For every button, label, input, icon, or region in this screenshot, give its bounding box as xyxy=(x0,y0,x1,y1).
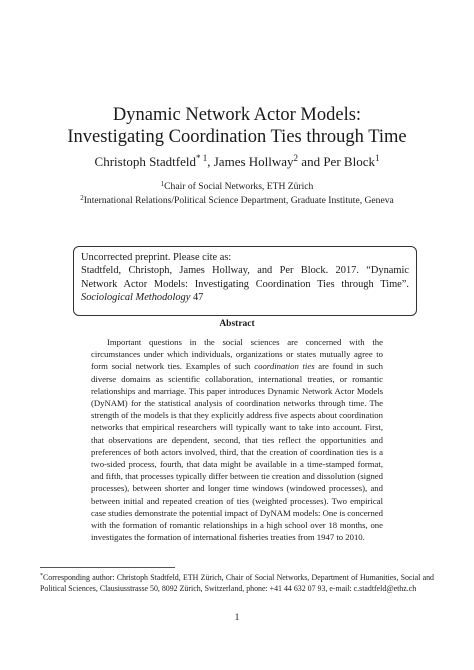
author-marker: 1 xyxy=(374,153,380,163)
affiliation-marker: 2 xyxy=(80,194,84,202)
citation-text: Stadtfeld, Christoph, James Hollway, and Per Block. 2017. “Dynamic Network Actor Models: Investigating Coordination Ties through Time”. xyxy=(81,265,409,290)
affiliation-marker: 1 xyxy=(160,180,165,188)
author-separator: and xyxy=(298,154,324,169)
abstract-emphasis: coordination ties xyxy=(254,361,315,372)
preprint-notice-box xyxy=(73,246,417,316)
journal-volume: 47 xyxy=(190,292,204,304)
footnote xyxy=(40,572,434,595)
paper-title xyxy=(40,104,434,148)
author-marker: * 1 xyxy=(196,153,208,163)
abstract-body xyxy=(91,336,383,543)
title-line-1: Dynamic Network Actor Models: xyxy=(112,105,362,125)
abstract-text: Important questions in the social sciences are concerned with the circumstances under which individuals, organizations or states mutually agree to form social network ties. Examples of such xyxy=(91,337,383,372)
journal-name: Sociological Methodology xyxy=(81,292,191,304)
title-line-2: Investigating Coordination Ties through Time xyxy=(67,127,407,147)
footnote-marker: * xyxy=(40,573,43,579)
affiliation xyxy=(40,195,434,207)
author-name: Per Block xyxy=(323,154,375,169)
affiliation-text: International Relations/Political Science Department, Graduate Institute, Geneva xyxy=(83,195,394,206)
page-number: 1 xyxy=(234,613,240,623)
affiliation-text: Chair of Social Networks, ETH Zürich xyxy=(164,181,314,192)
abstract-heading: Abstract xyxy=(219,319,255,329)
footnote-rule xyxy=(40,567,175,568)
abstract-text: are found in such diverse domains as scientific collaboration, international treaties, or romantic relationships and marriage. This paper introduces Dynamic Network Actor Models (DyNAM) for the statistical analysis of coordination networks through time. The strength of the models is that they explicitly address five aspects about coordination networks that empirical researchers will typically want to take into account. First, that observations are dependent, second, that ties reflect the opportunities and preferences of both actors involved, third, that the creation of coordination ties is a two-sided process, fourth, that data might be available in a time-stamped format, and fifth, that processes typically differ between tie creation and dissolution (signed processes), between shorter and longer time windows (windowed processes), and between initial and repeated creation of ties (weighted processes). Two empirical case studies demonstrate the potential impact of DyNAM models: One is concerned with the formation of romantic relationships in a high school over 18 months, one investigates the formation of international fisheries treaties from 1947 to 2010. xyxy=(91,361,383,543)
author-separator: , xyxy=(207,154,214,169)
author-name: Christoph Stadtfeld xyxy=(94,154,196,169)
author-marker: 2 xyxy=(293,153,299,163)
preprint-notice: Uncorrected preprint. Please cite as: xyxy=(81,252,232,263)
author-name: James Hollway xyxy=(213,154,294,169)
footnote-text: Corresponding author: Christoph Stadtfeld, ETH Zürich, Chair of Social Networks, Department of Humanities, Social and Political Sciences, Clausiusstrasse 50, 8092 Zürich, Switzerland, phone: +41 44 632 07 93, e-mail: c.stadtfeld@ethz.ch xyxy=(40,573,434,594)
citation xyxy=(81,264,409,304)
author-list xyxy=(40,154,434,170)
affiliation xyxy=(40,181,434,193)
